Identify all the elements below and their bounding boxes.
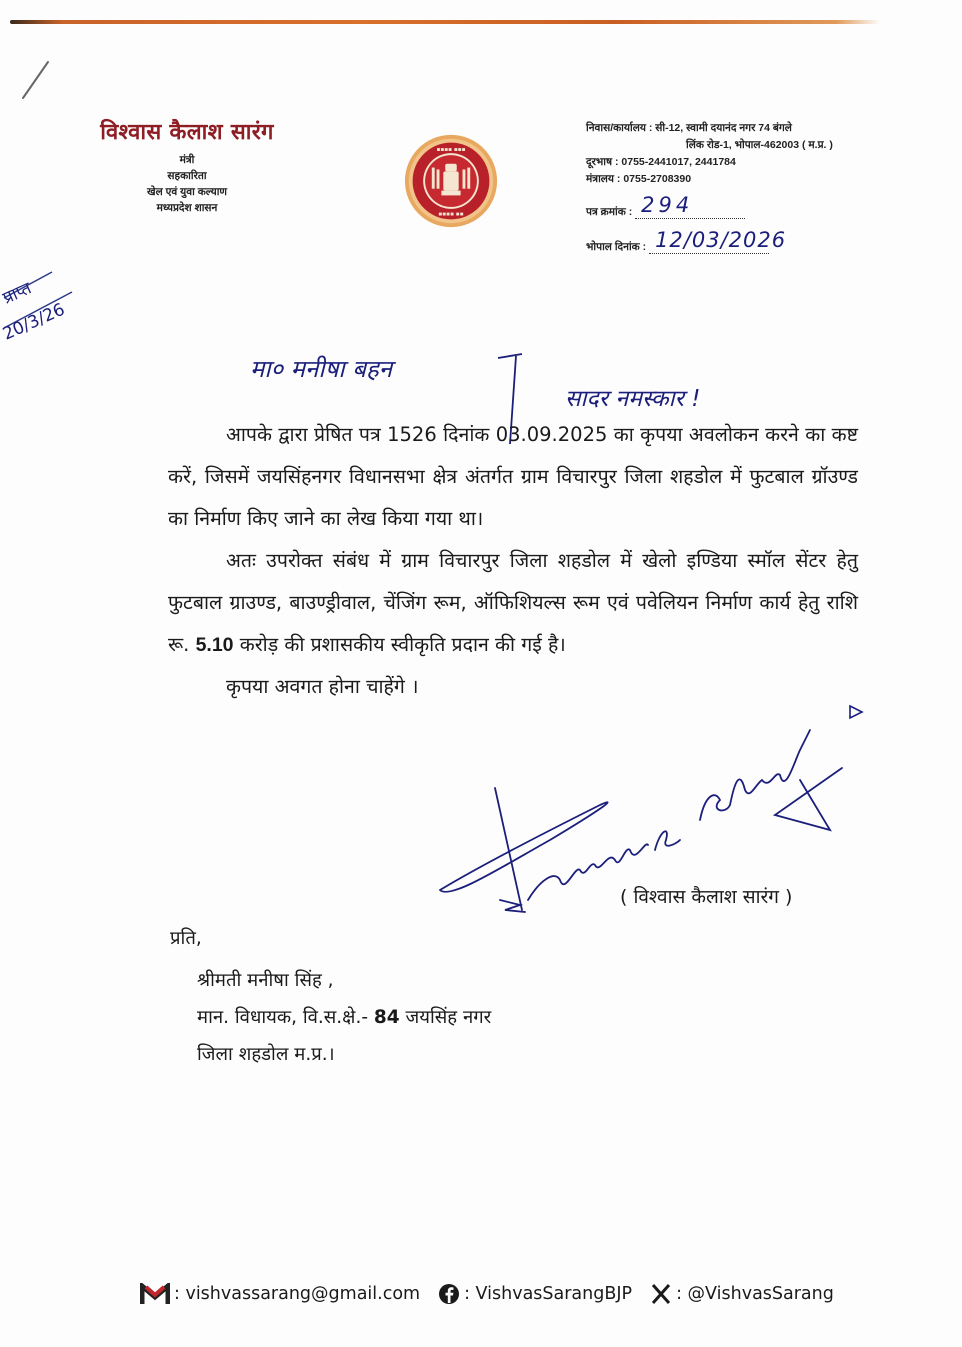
x-handle-text: : @VishvasSarang [676,1284,834,1304]
email-text: : vishvassarang@gmail.com [174,1284,421,1304]
letter-number-value: 294 [641,193,694,217]
paragraph-closing: कृपया अवगत होना चाहेंगे । [226,675,419,698]
state-emblem-icon [403,133,499,229]
letter-date-field [649,228,787,254]
recipient-name: श्रीमती मनीषा सिंह , [197,970,334,991]
letter-date-label: भोपाल दिनांक : [586,241,647,253]
designation-line: मध्यप्रदेश शासन [156,202,218,214]
letter-date-row [586,228,787,254]
paragraph-reference: आपके द्वारा प्रेषित पत्र 1526 दिनांक 03.09.2025 का कृपया अवलोकन करने का कष्ट करें, जिसमें जयसिंहनगर विधानसभा क्षेत्र अंतर्गत ग्राम विचारपुर जिला शहडोल में फुटबाल ग्रॉउण्ड का निर्माण किए जाने का लेख किया गया था। [168,423,858,530]
footer-email [140,1283,420,1305]
signatory-name: ( विश्वास कैलाश सारंग ) [620,886,793,908]
sanction-amount: 5.10 [195,634,234,656]
sender-block [82,116,292,216]
letter-number-row [586,193,745,219]
sender-designation [82,152,292,216]
facebook-icon [438,1283,460,1305]
svg-text:प्राप्त: प्राप्त [0,278,35,309]
address-line-1: निवास/कार्यालय : सी-12, स्वामी दयानंद नगर 74 बंगले [586,122,792,134]
footer-x [650,1283,834,1305]
recipient-block [170,925,491,1073]
to-label: प्रति, [170,928,202,949]
letterhead-footer [140,1283,852,1305]
sender-name: विश्वास कैलाश सारंग [100,119,274,145]
designation-line: खेल एवं युवा कल्याण [146,186,227,198]
address-line-2: लिंक रोड-1, भोपाल-462003 ( म.प्र. ) [686,139,833,151]
x-twitter-icon [650,1283,672,1305]
recipient-designation: मान. विधायक, वि.स.क्षे.- 84 जयसिंह नगर [197,1007,492,1028]
letterhead-top-rule [10,20,880,24]
pen-mark [18,58,52,102]
svg-text:20/3/26: 20/3/26 [0,299,68,345]
phone-line: दूरभाष : 0755-2441017, 2441784 [586,156,736,168]
letter-number-field [635,193,745,219]
svg-text:▪▪▪▪ ▪▪▪: ▪▪▪▪ ▪▪▪ [436,147,466,154]
handwritten-greeting: सादर नमस्कार ! [565,386,701,412]
contact-block [586,120,906,188]
constituency-number: 84 [373,1007,400,1028]
handwritten-salutation: मा० मनीषा बहन [250,355,393,383]
recipient-district: जिला शहडोल म.प्र.। [197,1044,335,1065]
receipt-annotation [0,260,100,350]
letter-date-value: 12/03/2026 [655,228,787,252]
footer-facebook [438,1283,632,1305]
ministry-phone-line: मंत्रालय : 0755-2708390 [586,173,692,185]
svg-text:▪▪▪▪ ▪▪: ▪▪▪▪ ▪▪ [438,211,464,218]
gmail-icon [140,1283,170,1305]
letter-body [168,414,858,708]
designation-line: सहकारिता [167,170,207,182]
designation-line: मंत्री [179,154,195,166]
paragraph-sanction: अतः उपरोक्त संबंध में ग्राम विचारपुर जिला शहडोल में खेलो इण्डिया स्मॉल सेंटर हेतु फुटबाल ग्राउण्ड, बाउण्ड्रीवाल, चेंजिंग रूम, ऑफिशियल्स रूम एवं पवेलियन निर्माण कार्य हेतु राशि रू. 5.10 करोड़ की प्रशासकीय स्वीकृति प्रदान की गई है। [168,549,858,656]
facebook-text: : VishvasSarangBJP [464,1284,633,1304]
letter-number-label: पत्र क्रमांक : [586,206,633,218]
